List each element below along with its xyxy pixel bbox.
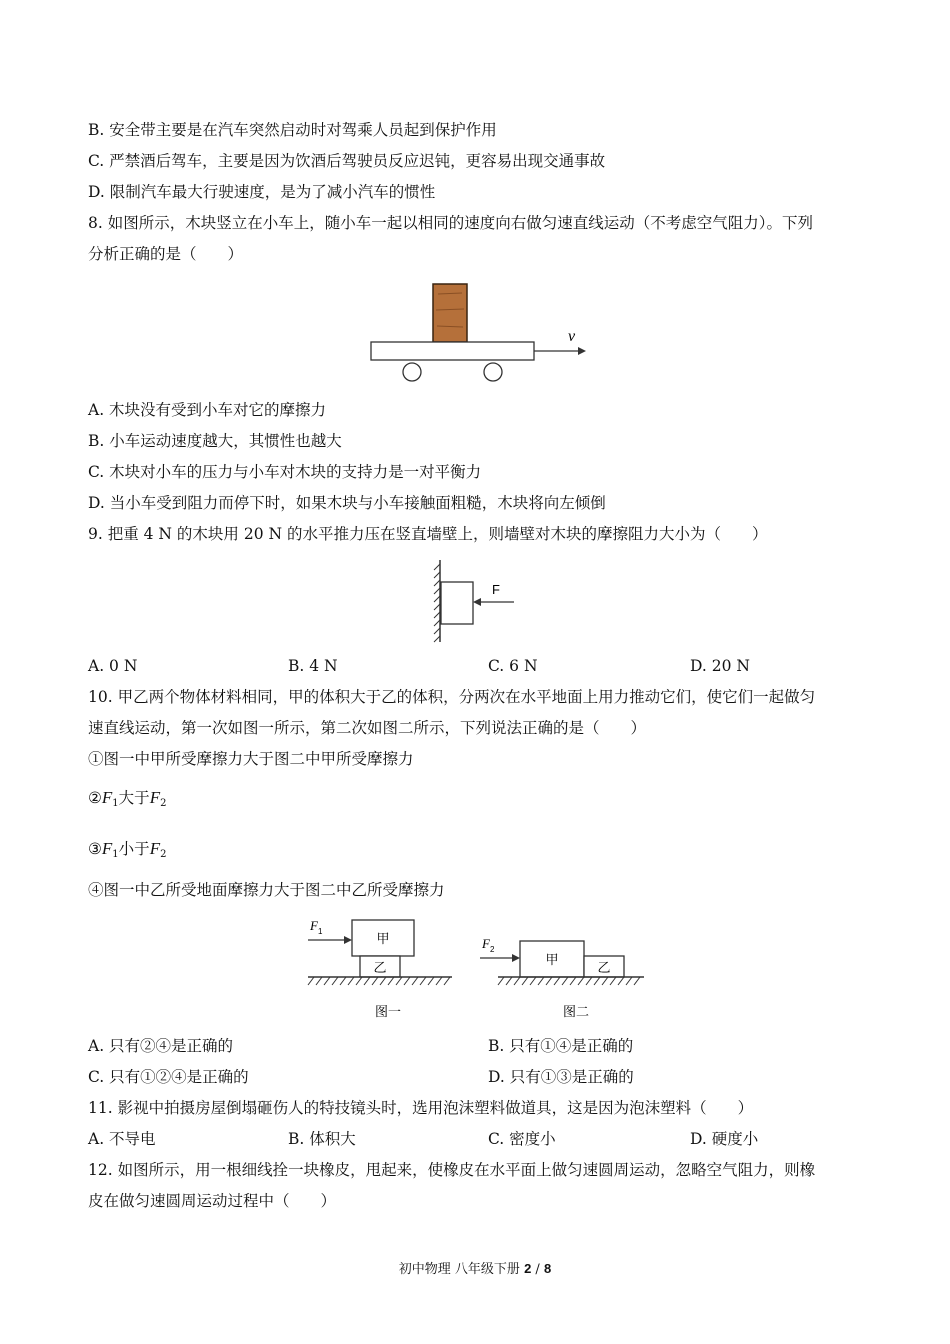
q8-cart-figure — [360, 280, 600, 390]
page-footer: 初中物理 八年级下册 2 / 8 — [398, 1261, 552, 1277]
q10-statement-4: ④图一中乙所受地面摩擦力大于图二中乙所受摩擦力 — [88, 881, 445, 899]
q10-statement-1: ①图一中甲所受摩擦力大于图二中甲所受摩擦力 — [88, 750, 414, 768]
q10-statement-2: $②F_1$大于$F_2$ — [88, 788, 167, 809]
q9-stem: 9. 把重 4 N 的木块用 20 N 的水平推力压在竖直墙壁上，则墙壁对木块的摩擦阻力大小为（ ） — [88, 525, 768, 543]
q11-option-a: A. 不导电 — [88, 1130, 156, 1148]
q10-option-c: C. 只有①②④是正确的 — [88, 1068, 249, 1086]
figure-1-caption: 图一 — [374, 1005, 402, 1020]
q7-option-c: C. 严禁酒后驾车，主要是因为饮酒后驾驶员反应迟钝，更容易出现交通事故 — [88, 152, 606, 170]
q10-option-d: D. 只有①③是正确的 — [488, 1068, 634, 1086]
q7-option-d: D. 限制汽车最大行驶速度，是为了减小汽车的惯性 — [88, 183, 436, 201]
q9-wall-figure — [428, 558, 520, 644]
q10-stem-line1: 10. 甲乙两个物体材料相同，甲的体积大于乙的体积，分两次在水平地面上用力推动它们，使它们一起做匀 — [88, 688, 816, 706]
velocity-label: v — [568, 328, 576, 345]
q8-stem-line1: 8. 如图所示，木块竖立在小车上，随小车一起以相同的速度向右做匀速直线运动（不考虑空气阻力）。下列 — [88, 214, 813, 232]
q9-option-b: B. 4 N — [288, 657, 338, 675]
q10-figure-1 — [302, 912, 462, 1022]
q9-option-d: D. 20 N — [690, 657, 750, 675]
cart-wheel — [403, 363, 421, 381]
q12-stem-line2: 皮在做匀速圆周运动过程中（ ） — [88, 1192, 337, 1210]
svg-text:2: 2 — [490, 945, 495, 954]
svg-text:1: 1 — [318, 927, 323, 936]
q10-stem-line2: 速直线运动，第一次如图一所示，第二次如图二所示，下列说法正确的是（ ） — [88, 719, 647, 737]
q7-option-b: B. 安全带主要是在汽车突然启动时对驾乘人员起到保护作用 — [88, 121, 497, 139]
svg-text:甲: 甲 — [376, 932, 390, 947]
q10-figure-2 — [472, 932, 652, 1022]
svg-text:乙: 乙 — [597, 961, 611, 976]
q9-option-c: C. 6 N — [488, 657, 538, 675]
block — [441, 582, 473, 624]
q9-option-a: A. 0 N — [88, 657, 138, 675]
svg-text:甲: 甲 — [545, 953, 559, 968]
q12-stem-line1: 12. 如图所示，用一根细线拴一块橡皮，甩起来，使橡皮在水平面上做匀速圆周运动，忽略空气阻力，则橡 — [88, 1161, 816, 1179]
page-number: 2 — [524, 1261, 532, 1276]
cart-wheel — [484, 363, 502, 381]
figure-2-caption: 图二 — [562, 1005, 590, 1020]
q11-option-d: D. 硬度小 — [690, 1130, 759, 1148]
q8-option-c: C. 木块对小车的压力与小车对木块的支持力是一对平衡力 — [88, 463, 482, 481]
force-label: F — [492, 582, 500, 597]
q11-option-c: C. 密度小 — [488, 1130, 556, 1148]
q8-option-b: B. 小车运动速度越大，其惯性也越大 — [88, 432, 342, 450]
q11-stem: 11. 影视中拍摄房屋倒塌砸伤人的特技镜头时，选用泡沫塑料做道具，这是因为泡沫塑料（ ） — [88, 1099, 754, 1117]
svg-text:乙: 乙 — [373, 961, 387, 976]
svg-text:F: F — [310, 918, 318, 933]
q10-statement-3: $③F_1$小于$F_2$ — [88, 839, 167, 860]
q10-option-a: A. 只有②④是正确的 — [88, 1037, 234, 1055]
q11-option-b: B. 体积大 — [288, 1130, 356, 1148]
cart-body — [371, 342, 534, 360]
page-total: 8 — [543, 1261, 552, 1276]
q8-option-d: D. 当小车受到阻力而停下时，如果木块与小车接触面粗糙，木块将向左倾倒 — [88, 494, 606, 512]
q10-option-b: B. 只有①④是正确的 — [488, 1037, 634, 1055]
svg-text:F: F — [482, 936, 490, 951]
q8-stem-line2: 分析正确的是（ ） — [88, 245, 244, 263]
q8-option-a: A. 木块没有受到小车对它的摩擦力 — [88, 401, 327, 419]
